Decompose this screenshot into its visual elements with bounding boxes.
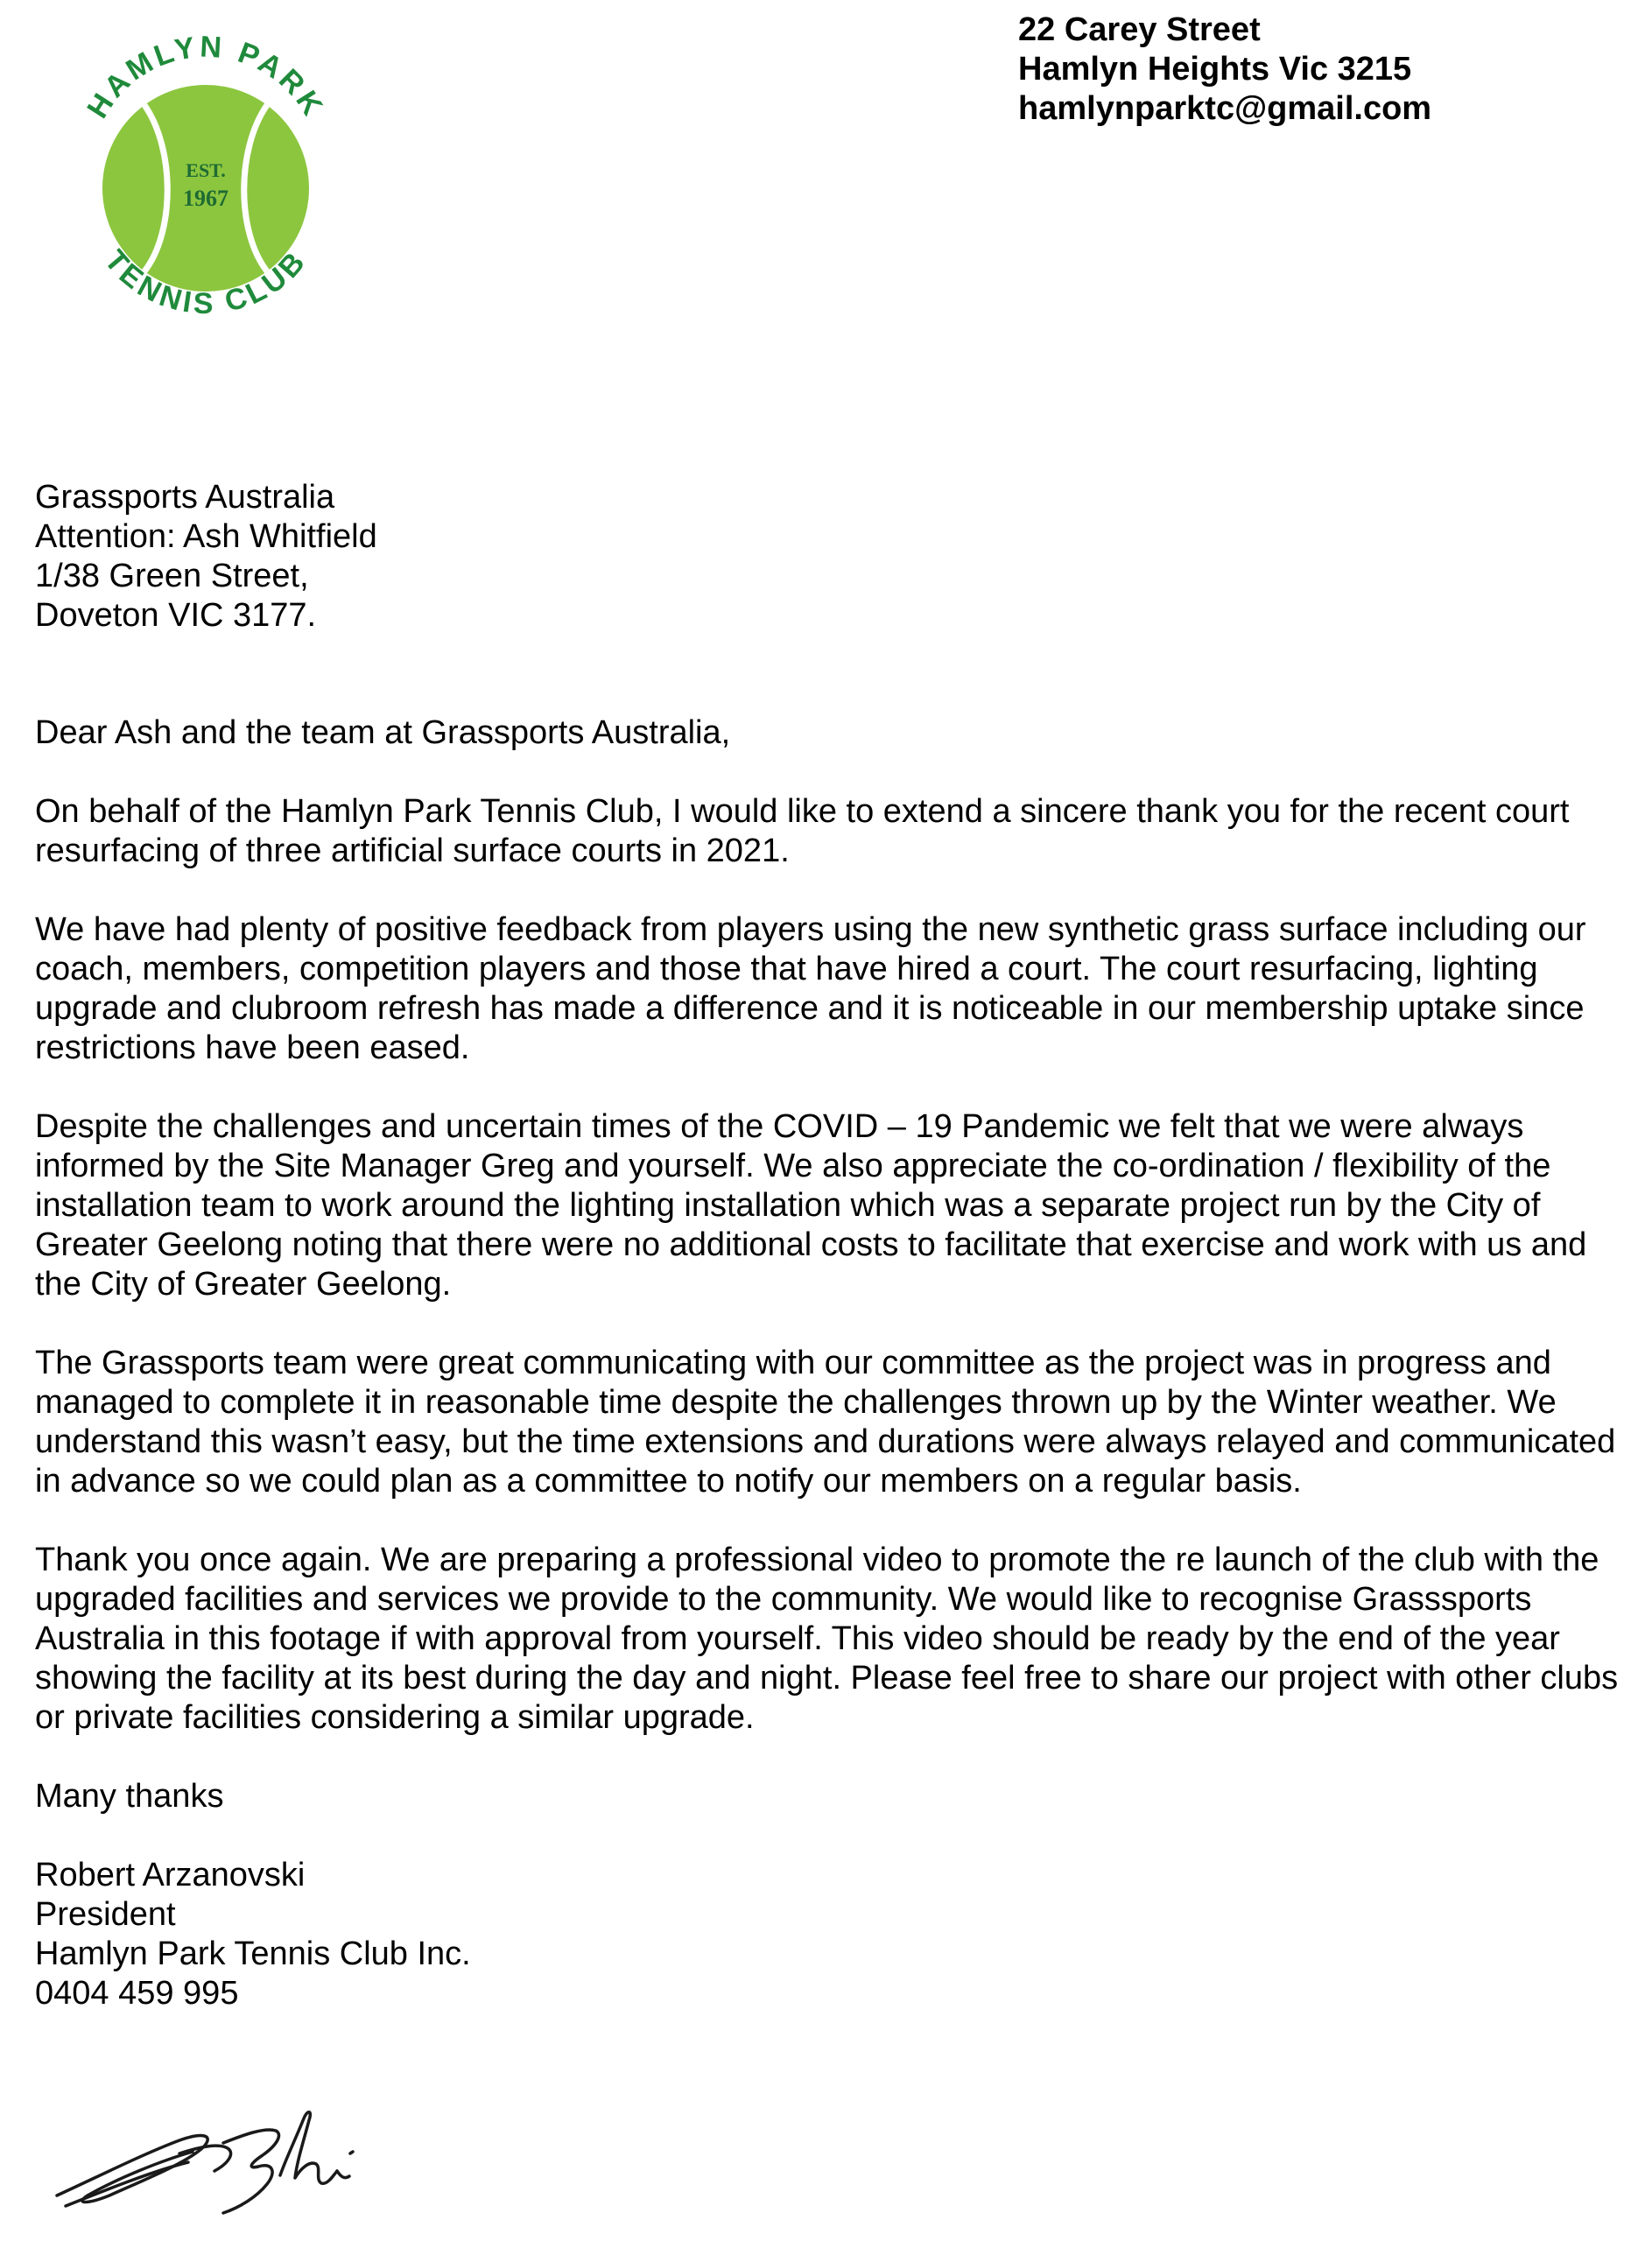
- sender-email: hamlynparktc@gmail.com: [1018, 90, 1432, 127]
- body-paragraph: We have had plenty of positive feedback from players using the new synthetic grass surface including our coach, members, competition players and those that have hired a court. The court resurfacing, lighting upgrade and clubroom refresh has made a difference and it is noticeable in our membership uptake since restrictions have been eased.: [35, 911, 1586, 1066]
- sender-street: 22 Carey Street: [1018, 11, 1261, 48]
- logo-bottom-text: TENNIS CLUB: [97, 243, 314, 321]
- closing: Many thanks: [35, 1778, 224, 1815]
- body-paragraph: Despite the challenges and uncertain times of the COVID – 19 Pandemic we felt that we were always informed by the Site Manager Greg and yourself. We also appreciate the co-ordination / flexibility of the installation team to work around the lighting installation which was a separate project run by the City of Greater Geelong noting that there were no additional costs to facilitate that exercise and work with us and the City of Greater Geelong.: [35, 1108, 1587, 1303]
- recipient-suburb: Doveton VIC 3177.: [35, 597, 317, 634]
- recipient-address: [35, 478, 377, 636]
- salutation: Dear Ash and the team at Grassports Australia,: [35, 714, 731, 751]
- body-paragraph: Thank you once again. We are preparing a professional video to promote the re launch of the club with the upgraded facilities and services we provide to the community. We would like to recognise Grasssports Australia in this footage if with approval from yourself. This video should be ready by the end of the year showing the facility at its best during the day and night. Please feel free to share our project with other clubs or private facilities considering a similar upgrade.: [35, 1542, 1619, 1736]
- body-paragraph: The Grassports team were great communicating with our committee as the project was in progress and managed to complete it in reasonable time despite the challenges thrown up by the Winter weather. We understand this wasn’t easy, but the time extensions and durations were always relayed and communicated in advance so we could plan as a committee to notify our members on a regular basis.: [35, 1345, 1616, 1500]
- body-paragraph: On behalf of the Hamlyn Park Tennis Club, I would like to extend a sincere thank you for the recent court resurfacing of three artificial surface courts in 2021.: [35, 793, 1570, 869]
- club-logo: [61, 18, 350, 341]
- recipient-company: Grassports Australia: [35, 479, 335, 516]
- logo-est-label: EST.: [186, 159, 226, 181]
- signoff-block: [35, 1856, 1620, 2013]
- logo-est-year: 1967: [183, 186, 228, 211]
- recipient-street: 1/38 Green Street,: [35, 558, 309, 594]
- recipient-attention: Attention: Ash Whitfield: [35, 518, 377, 555]
- letter-body: [35, 713, 1620, 2013]
- signoff-organisation: Hamlyn Park Tennis Club Inc.: [35, 1935, 471, 1972]
- sender-address: [1018, 11, 1431, 129]
- signoff-title: President: [35, 1896, 176, 1933]
- logo-top-text: HAMLYN PARK: [81, 30, 331, 124]
- sender-suburb: Hamlyn Heights Vic 3215: [1018, 51, 1412, 88]
- signoff-name: Robert Arzanovski: [35, 1857, 306, 1893]
- signoff-phone: 0404 459 995: [35, 1975, 239, 2012]
- handwritten-signature: [48, 2092, 442, 2223]
